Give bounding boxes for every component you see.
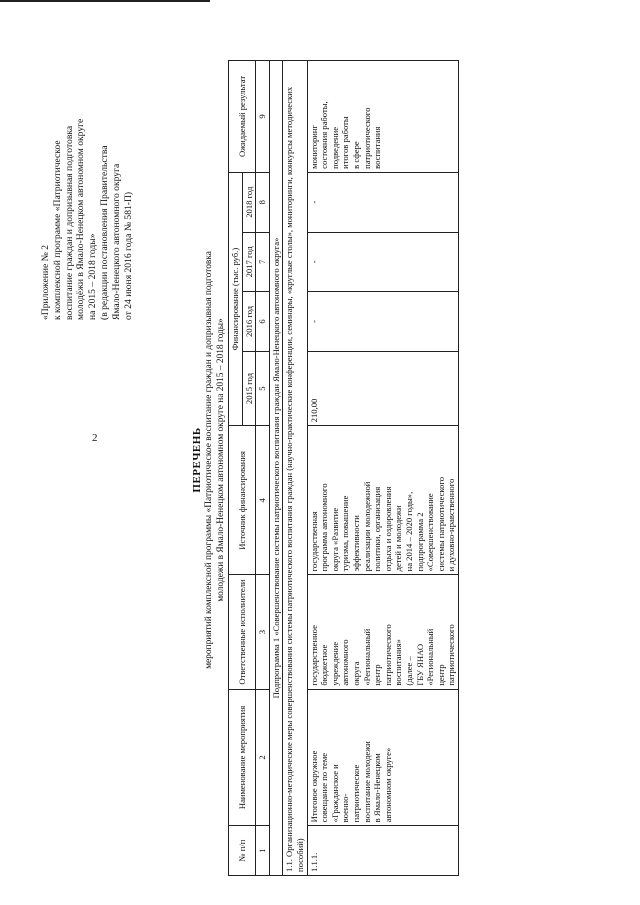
result-line: мониторинг — [308, 124, 319, 169]
document-title-block — [190, 40, 227, 880]
page-number: 2 — [92, 432, 98, 444]
responsible-line: автономного — [340, 639, 351, 686]
source-line: эффективности — [350, 515, 361, 572]
financing-2016: - — [307, 292, 458, 352]
measures-table — [228, 60, 459, 876]
appendix-line: воспитание граждан и допризывная подготовка — [63, 125, 75, 320]
responsible-line: патриотического — [382, 624, 393, 686]
source-line: программа автономного — [319, 483, 330, 572]
column-number: 8 — [256, 172, 270, 232]
source-line: системы патриотического — [435, 476, 446, 572]
financing-2017: - — [307, 232, 458, 292]
header-source: Источник финансирования — [229, 426, 256, 575]
column-number-row — [256, 61, 270, 876]
source-cell — [307, 426, 458, 575]
document-subtitle-line: мероприятий комплексной программы «Патриотическое воспитание граждан и допризывная подготовка — [204, 251, 214, 669]
financing-2018: - — [307, 172, 458, 232]
rotated-page-content — [40, 40, 600, 880]
appendix-line: к комплексной программе «Патриотическое — [51, 140, 63, 320]
measure-name-line: Итоговое окружное — [308, 750, 319, 823]
appendix-line: (в редакции постановления Правительства — [98, 145, 110, 320]
result-line: состояния работы, — [319, 101, 330, 169]
expected-result-cell — [307, 61, 458, 173]
result-line: воспитания — [372, 126, 383, 169]
source-line: «Совершенствование — [425, 493, 436, 572]
measure-name-line: «Гражданское и — [329, 764, 340, 823]
measure-name-cell — [307, 689, 458, 826]
row-number: 1.1.1. — [307, 826, 458, 876]
responsible-line: «Региональный — [425, 628, 436, 686]
responsible-line: (далее – — [403, 656, 414, 686]
source-line: подпрограмма 2 — [414, 512, 425, 572]
responsible-line: учреждение — [329, 641, 340, 686]
responsible-line: центр — [435, 664, 446, 686]
appendix-line: от 24 июня 2016 года № 581-П) — [122, 191, 134, 320]
document-subtitle-line: молодежи в Ямало-Ненецком автономном округе на 2015 – 2018 годы» — [215, 318, 226, 602]
header-year-2017: 2017 год — [242, 232, 256, 292]
table-header-row — [229, 61, 243, 876]
header-year-2018: 2018 год — [242, 172, 256, 232]
responsible-cell — [307, 575, 458, 689]
responsible-line: бюджетное — [319, 644, 330, 686]
subprogram-title: Подпрограмма 1 «Совершенствование системы патриотического воспитания граждан Ямало-Ненецкого автономного округа» — [269, 61, 283, 876]
responsible-line: воспитания» — [393, 639, 404, 686]
measure-name-line: совещание по теме — [319, 752, 330, 823]
column-number: 6 — [256, 292, 270, 352]
column-number: 9 — [256, 61, 270, 173]
source-line: детей и молодежи — [393, 505, 404, 572]
appendix-line: Ямало-Ненецкого автономного округа — [110, 163, 122, 320]
source-line: туризма, повышение — [340, 495, 351, 572]
section-row — [283, 61, 307, 876]
source-line: округа «Развитие — [329, 507, 340, 572]
source-line: реализации молодежной — [361, 481, 372, 572]
source-line: и духовно-нравственного — [446, 478, 457, 572]
source-line: государственная — [308, 511, 319, 572]
header-result: Ожидаемый результат — [229, 61, 256, 173]
result-line: в сфере — [350, 141, 361, 169]
financing-2015: 210,00 — [307, 351, 458, 426]
table-row — [307, 61, 458, 876]
header-responsible: Ответственные исполнители — [229, 575, 256, 689]
result-line: подведение — [329, 126, 340, 169]
responsible-line: «Региональный — [361, 628, 372, 686]
responsible-line: округа — [350, 661, 361, 686]
appendix-line: «Приложение № 2 — [40, 244, 51, 320]
measure-name-line: патриотическое — [350, 764, 361, 823]
column-number: 3 — [256, 575, 270, 689]
section-title: 1.1. Организационно-методические меры совершенствования системы патриотического воспитания граждан (научно-практические конференции, семинары, «круглые столы», мониторинги, конкурсы методических пособий) — [283, 61, 307, 876]
scan-edge-line — [0, 0, 210, 2]
header-financing: Финансирование (тыс. руб.) — [229, 172, 243, 425]
column-number: 1 — [256, 826, 270, 876]
source-line: отдыха и оздоровления — [382, 486, 393, 572]
source-line: политики, организация — [372, 486, 383, 572]
result-line: итогов работы — [340, 116, 351, 169]
document-title: ПЕРЕЧЕНЬ — [191, 427, 203, 493]
appendix-line: на 2015 – 2018 годы» — [87, 233, 99, 320]
measure-name-line: автономном округе» — [382, 747, 393, 823]
source-line: на 2014 – 2020 годы», — [403, 491, 414, 572]
responsible-line: государственное — [308, 625, 319, 686]
responsible-line: ГБУ ЯНАО — [414, 643, 425, 686]
header-num: № п/п — [229, 826, 256, 876]
measure-name-line: воспитание молодежи — [361, 741, 372, 823]
header-year-2016: 2016 год — [242, 292, 256, 352]
column-number: 2 — [256, 689, 270, 826]
measure-name-line: военно- — [340, 793, 351, 823]
header-year-2015: 2015 год — [242, 351, 256, 426]
responsible-line: патриотического — [446, 624, 457, 686]
header-name: Наименование мероприятия — [229, 689, 256, 826]
appendix-line: молодёжи в Ямало-Ненецком автономном округе — [75, 118, 87, 320]
column-number: 7 — [256, 232, 270, 292]
responsible-line: центр — [372, 664, 383, 686]
column-number: 5 — [256, 351, 270, 426]
subprogram-row — [269, 61, 283, 876]
measure-name-line: в Ямало-Ненецком — [372, 753, 383, 823]
appendix-header — [40, 45, 134, 320]
column-number: 4 — [256, 426, 270, 575]
result-line: патриотического — [361, 107, 372, 169]
